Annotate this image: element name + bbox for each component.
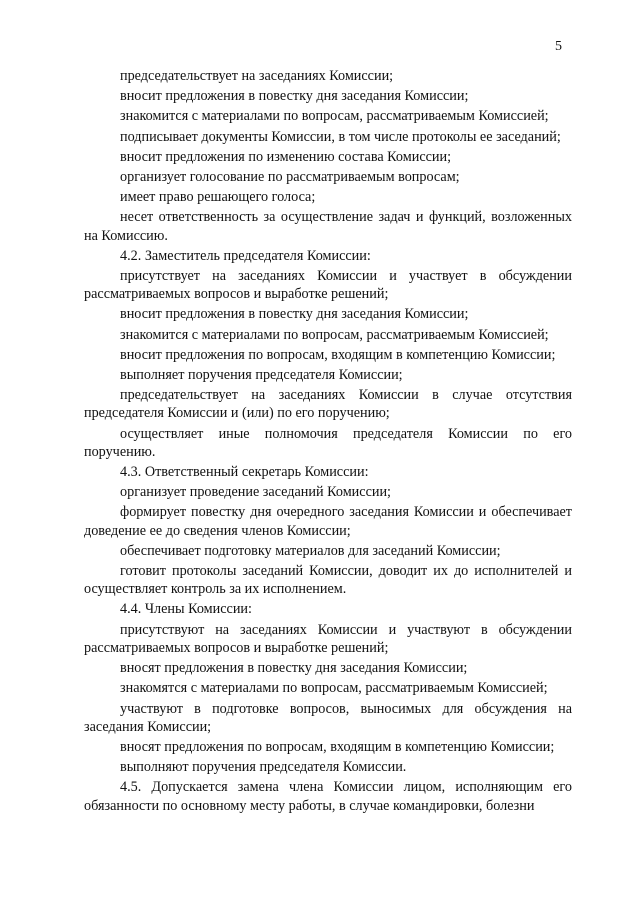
paragraph: присутствуют на заседаниях Комиссии и участвуют в обсуждении рассматриваемых вопросов и выработке решений; [84,621,572,656]
paragraph: выполняют поручения председателя Комиссии. [120,759,407,776]
paragraph: председательствует на заседаниях Комиссии; [120,68,394,84]
paragraph: вносит предложения в повестку дня заседания Комиссии; [120,88,469,105]
document-body [84,67,572,817]
paragraph: знакомится с материалами по вопросам, рассматриваемым Комиссией; [120,326,549,343]
section-heading: 4.3. Ответственный секретарь Комиссии: [120,464,369,481]
paragraph: знакомятся с материалами по вопросам, рассматриваемым Комиссией; [120,680,548,697]
paragraph: формирует повестку дня очередного заседания Комиссии и обеспечивает доведение ее до сведения членов Комиссии; [84,504,572,539]
paragraph: вносит предложения в повестку дня заседания Комиссии; [120,306,469,323]
page-number: 5 [555,39,562,54]
paragraph: несет ответственность за осуществление задач и функций, возложенных на Комиссию. [84,209,572,244]
paragraph: знакомится с материалами по вопросам, рассматриваемым Комиссией; [120,108,549,125]
paragraph: присутствует на заседаниях Комиссии и участвует в обсуждении рассматриваемых вопросов и выработке решений; [84,268,572,303]
section-heading: 4.4. Члены Комиссии: [120,601,252,618]
paragraph: обеспечивает подготовку материалов для заседаний Комиссии; [120,542,501,559]
paragraph: выполняет поручения председателя Комиссии; [120,367,403,384]
paragraph: вносят предложения по вопросам, входящим в компетенцию Комиссии; [120,738,555,755]
paragraph: готовит протоколы заседаний Комиссии, доводит их до исполнителей и осуществляет контроль за их исполнением. [84,563,572,598]
paragraph: председательствует на заседаниях Комиссии в случае отсутствия председателя Комиссии и (или) по его поручению; [84,387,572,422]
paragraph: участвуют в подготовке вопросов, выносимых для обсуждения на заседания Комиссии; [84,700,572,735]
paragraph: имеет право решающего голоса; [120,189,316,206]
paragraph: 4.5. Допускается замена члена Комиссии лицом, исполняющим его обязанности по основному месту работы, в случае командировки, болезни [84,779,572,814]
paragraph: осуществляет иные полномочия председателя Комиссии по его поручению. [84,425,572,460]
paragraph: организует проведение заседаний Комиссии; [120,484,391,501]
paragraph: вносит предложения по вопросам, входящим в компетенцию Комиссии; [120,346,556,363]
paragraph: вносят предложения в повестку дня заседания Комиссии; [120,660,468,677]
section-heading: 4.2. Заместитель председателя Комиссии: [120,247,371,264]
paragraph: подписывает документы Комиссии, в том числе протоколы ее заседаний; [120,128,561,145]
paragraph: вносит предложения по изменению состава Комиссии; [120,148,452,165]
paragraph: организует голосование по рассматриваемым вопросам; [120,169,460,186]
